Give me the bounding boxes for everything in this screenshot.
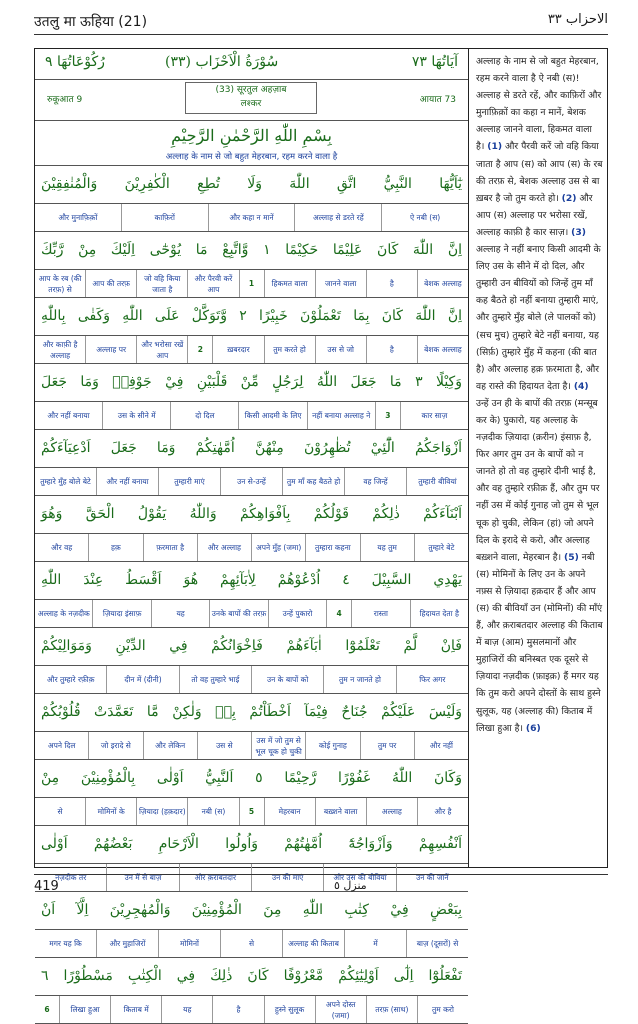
translation-sentence: अल्लाह ने नहीं बनाए किसी आदमी के लिए उस के सीने में दो दिल, और तुम्हारी उन बीवियों को जिन्हें तुम माँ कह बैठते हो नहीं बनाया तुम्हारी माएं, और तुम्हारे मुँह बोले (ले पालकों को) (सच मुच) तुम्हारे बेटे नहीं बनाया, यह (सिर्फ़) तुम्हारे मुँह में कहना (की बात है) और अल्लाह हक़ फ़रमाता है, और वह रास्ते की हिदायत देता है। <box>476 244 601 392</box>
gloss-cell: किसी आदमी के लिए <box>238 402 306 429</box>
gloss-cell: अपने दोस्त (जमा) <box>315 996 366 1023</box>
gloss-cell: उस में जो तुम से भूल चूक हो चुकी <box>251 732 305 759</box>
gloss-cell: तरफ़ (साथ) <box>366 996 417 1023</box>
bismillah: بِسْمِ اللّٰهِ الرَّحْمٰنِ الرَّحِيْمِ <box>171 126 332 145</box>
verse-number: (4) <box>573 380 589 392</box>
gloss-cell: लिखा हुआ <box>59 996 110 1023</box>
gloss-cell: ख़बरदार <box>212 336 263 363</box>
gloss-cell: तुम करते हो <box>264 336 315 363</box>
translation-sentence: अल्लाह के नाम से जो बहुत मेहरबान, रहम करने वाला है <box>476 56 599 85</box>
gloss-cell: 5 <box>239 798 264 825</box>
word-gloss-row <box>35 996 468 1024</box>
gloss-cell: अल्लाह के नज़दीक <box>37 609 90 618</box>
gloss-cell: 1 <box>239 270 264 297</box>
gloss-cell: ज़ियादा (हक़दार) <box>136 798 187 825</box>
gloss-cell: उन की माएं <box>251 864 323 891</box>
word-gloss-row <box>35 402 468 430</box>
gloss-cell: मोमिनों के <box>85 798 136 825</box>
verse-arabic-line: وَلَيْسَ عَلَيْكُمْ جُنَاحٌ فِيْمَآ اَخْطَاْتُمْ بِهٖ وَلٰكِنْ مَّا تَعَمَّدَتْ قُلُوْبُكُمْ <box>35 694 468 732</box>
verse-arabic-line: اَنْفُسِهِمْ وَاَزْوَاجُهٗٓ اُمَّهٰتُهُمْ وَاُولُوا الْاَرْحَامِ بَعْضُهُمْ اَوْلٰى <box>35 826 468 864</box>
gloss-cell: बेशक अल्लाह <box>417 336 468 363</box>
gloss-cell: और मुहाजिरों <box>96 930 158 957</box>
gloss-cell: 2 <box>187 336 212 363</box>
bismillah-translation: अल्लाह के नाम से जो बहुत मेहरबान, रहम करने वाला है <box>35 151 468 166</box>
verse-arabic-line: اِنَّ اللّٰهَ كَانَ بِمَا تَعْمَلُوْنَ خَبِيْرًا ٢ وَّتَوَكَّلْ عَلَى اللّٰهِ وَكَفٰى بِاللّٰهِ <box>35 298 468 336</box>
gloss-cell: और पैरवी करें आप <box>187 270 238 297</box>
gloss-cell: उस से जो <box>315 336 366 363</box>
word-gloss-row <box>35 600 468 628</box>
ayat-count: آيَاتُهَا ٧٣ <box>411 54 458 70</box>
juz-title-urdu: उतलु मा ऊहिया (21) <box>34 14 148 30</box>
gloss-cell: दीन में (दीनी) <box>106 666 178 693</box>
gloss-cell: में <box>344 930 406 957</box>
gloss-cell: और लेकिन <box>143 732 197 759</box>
translation-sentence: और पैरवी करें जो वहि किया जाता है आप (स) को आप (स) के रब की तरफ़ से, बेशक अल्लाह उस से बा ख़बर है जो तुम करते हो। <box>476 141 603 204</box>
verse-number: (6) <box>525 722 541 734</box>
gloss-cell: और तुम्हारे रफ़ीक़ <box>46 675 95 684</box>
gloss-cell: तुम्हारे मुँह बोले बेटे <box>40 477 91 486</box>
sura-name-arabic: (٣٣) سُوْرَةُ الْاَحْزَاب <box>165 54 279 70</box>
word-gloss-row <box>35 732 468 760</box>
gloss-cell: से <box>220 930 282 957</box>
sura-info-box <box>185 82 317 114</box>
verse-arabic-line: اَبْنَآءَكُمْ ذٰلِكُمْ قَوْلُكُمْ بِاَفْوَاهِكُمْ وَاللّٰهُ يَقُوْلُ الْحَقَّ وَهُوَ <box>35 496 468 534</box>
gloss-cell: फिर अगर <box>396 666 468 693</box>
gloss-cell: अपने मुँह (जमा) <box>251 534 305 561</box>
gloss-cell: और अल्लाह <box>197 534 251 561</box>
ayat-label: आयात 73 <box>419 95 456 105</box>
gloss-cell: है <box>212 996 263 1023</box>
verse-arabic-line: بِبَعْضٍ فِيْ كِتٰبِ اللّٰهِ مِنَ الْمُؤْمِنِيْنَ وَالْمُهٰجِرِيْنَ اِلَّآ اَنْ <box>35 892 468 930</box>
gloss-cell: 6 <box>44 1005 50 1014</box>
gloss-cell: आप के रब (की तरफ़) से <box>38 273 82 294</box>
verse-arabic-line: اِنَّ اللّٰهَ كَانَ عَلِيْمًا حَكِيْمًا ١ وَّاتَّبِعْ مَا يُوْحٰٓى اِلَيْكَ مِنْ رَّبِّكَ <box>35 232 468 270</box>
gloss-cell: से <box>57 807 63 816</box>
gloss-cell: है <box>366 336 417 363</box>
verse-arabic-line: وَكَانَ اللّٰهُ غَفُوْرًا رَّحِيْمًا ٥ اَلنَّبِيُّ اَوْلٰى بِالْمُؤْمِنِيْنَ مِنْ <box>35 760 468 798</box>
gloss-cell: तुम्हारा कहना <box>305 534 359 561</box>
gloss-cell: रास्ता <box>351 600 409 627</box>
gloss-cell: फ़रमाता है <box>143 534 197 561</box>
gloss-cell: मेहरबान <box>264 798 315 825</box>
gloss-cell: ऐ नबी (स) <box>381 204 468 231</box>
gloss-cell: उन के बापों को <box>251 666 323 693</box>
sura-name-hindi: (33) सूरतुल अहज़ाब <box>215 85 287 95</box>
verse-number: (3) <box>571 226 586 238</box>
gloss-cell: तुम न जानते हो <box>323 666 395 693</box>
verse-arabic-line: تَفْعَلُوْٓا اِلٰٓى اَوْلِيٰٓئِكُمْ مَّعْرُوْفًا كَانَ ذٰلِكَ فِي الْكِتٰبِ مَسْطُوْرًا ٦ <box>35 958 468 996</box>
verse-arabic-line: وَكِيْلًا ٣ مَا جَعَلَ اللّٰهُ لِرَجُلٍ مِّنْ قَلْبَيْنِ فِيْ جَوْفِهٖ وَمَا جَعَلَ <box>35 364 468 402</box>
gloss-cell: यह तुम <box>360 534 414 561</box>
verse-arabic-line: يٰٓاَيُّهَا النَّبِيُّ اتَّقِ اللّٰهَ وَلَا تُطِعِ الْكٰفِرِيْنَ وَالْمُنٰفِقِيْنَ <box>35 166 468 204</box>
gloss-cell: ज़ियादा इंसाफ़ <box>92 600 150 627</box>
word-gloss-row <box>35 534 468 562</box>
gloss-cell: किताब में <box>110 996 161 1023</box>
gloss-cell: नज़दीक तर <box>55 873 87 882</box>
gloss-cell: बख़्शने वाला <box>315 798 366 825</box>
gloss-cell: जानने वाला <box>315 270 366 297</box>
gloss-cell: उन्हें पुकारो <box>268 600 326 627</box>
gloss-cell: अल्लाह की किताब <box>282 930 344 957</box>
gloss-cell: हिकमत वाला <box>264 270 315 297</box>
gloss-cell: अपने दिल <box>47 741 76 750</box>
page-header <box>34 10 608 35</box>
word-gloss-row <box>35 336 468 364</box>
gloss-cell: 4 <box>326 600 351 627</box>
gloss-cell: कोई गुनाह <box>305 732 359 759</box>
gloss-cell: जो इरादे से <box>88 732 142 759</box>
gloss-cell: और नहीं बनाया <box>47 411 90 420</box>
page-footer <box>34 874 608 895</box>
gloss-cell: और भरोसा रखें आप <box>136 336 187 363</box>
word-gloss-row <box>35 270 468 298</box>
gloss-cell: उस के सीने में <box>102 402 170 429</box>
verse-list <box>35 166 468 1024</box>
gloss-cell: तुम पर <box>360 732 414 759</box>
verse-arabic-line: اَزْوَاجَكُمُ الّٰٓئِيْ تُظٰهِرُوْنَ مِنْهُنَّ اُمَّهٰتِكُمْ وَمَا جَعَلَ اَدْعِيَآءَكُمْ <box>35 430 468 468</box>
gloss-cell: मगर यह कि <box>49 939 82 948</box>
gloss-cell: हुस्ने सुलूक <box>264 996 315 1023</box>
gloss-cell: और काफ़ी है अल्लाह <box>42 339 78 360</box>
gloss-cell: और कहा न मानें <box>208 204 295 231</box>
gloss-cell: दो दिल <box>170 402 238 429</box>
verse-number: (1) <box>487 141 503 153</box>
word-gloss-row <box>35 468 468 496</box>
translation-sentence: और आप (स) अल्लाह पर भरोसा रखें, अल्लाह काफ़ी है कार साज़। <box>476 192 593 238</box>
gloss-cell: उन में से बाज़ <box>106 864 178 891</box>
gloss-cell: उन से-उन्हें <box>220 468 282 495</box>
gloss-cell: हक़ <box>88 534 142 561</box>
gloss-cell: है <box>366 270 417 297</box>
gloss-cell: बाज़ (दूसरों) से <box>406 930 468 957</box>
word-gloss-row <box>35 204 468 232</box>
gloss-cell: जो वहि किया जाता है <box>136 270 187 297</box>
gloss-cell: उस से <box>197 732 251 759</box>
word-gloss-row <box>35 930 468 958</box>
verse-arabic-line: يَهْدِي السَّبِيْلَ ٤ اُدْعُوْهُمْ لِاٰبَآئِهِمْ هُوَ اَقْسَطُ عِنْدَ اللّٰهِ <box>35 562 468 600</box>
gloss-cell: वह जिन्हें <box>344 468 406 495</box>
gloss-cell: नबी (स) <box>187 798 238 825</box>
ruku-count: رُكُوْعَاتُهَا ٩ <box>45 54 105 70</box>
gloss-cell: और उस की बीवियां <box>323 864 395 891</box>
sura-title-arabic: الاحزاب ٣٣ <box>547 12 608 27</box>
gloss-cell: अल्लाह <box>366 798 417 825</box>
gloss-cell: नहीं बनाया अल्लाह ने <box>307 402 375 429</box>
gloss-cell: और है <box>417 798 468 825</box>
sura-info <box>35 80 468 121</box>
gloss-cell: और नहीं बनाया <box>96 468 158 495</box>
gloss-cell: अल्लाह पर <box>85 336 136 363</box>
gloss-cell: यह <box>161 996 212 1023</box>
translation-column <box>471 49 607 867</box>
gloss-cell: बेशक अल्लाह <box>417 270 468 297</box>
gloss-cell: यह <box>151 600 209 627</box>
word-gloss-row <box>35 798 468 826</box>
gloss-cell: अल्लाह से डरते रहें <box>294 204 381 231</box>
gloss-cell: उनके बापों की तरफ़ <box>209 600 267 627</box>
sura-meaning: लश्कर <box>240 99 262 109</box>
ruku-label: रुकूआत 9 <box>47 95 83 105</box>
word-gloss-row <box>35 666 468 694</box>
translation-sentence: उन्हें उन ही के बापों की तरफ़ (मन्सूब कर के) पुकारो, यह अल्लाह के नज़दीक ज़ियादा (क़रीन) इंसाफ़ है, फिर अगर तुम उन के बापों को न जानते हो तो वह तुम्हारे दीनी भाई है, और वह तुम्हारे रफ़ीक़ हैं, और तुम पर नहीं उस में कोई गुनाह जो तुम से भूल चूक हो चुकी, लेकिन (हां) जो अपने दिल के इरादे से करो, और अल्लाह बख़्शने वाला, मेहरबान है। <box>476 397 600 563</box>
gloss-cell: हिदायत देता है <box>410 600 468 627</box>
translation-sentence: ऐ नबी (स)! अल्लाह से डरते रहें, और काफ़िरों और मुनाफ़िक़ों का कहा न मानें, बेशक अल्लाह जानने वाला, हिकमत वाला है। <box>476 73 602 153</box>
gloss-cell: तुम्हारी माएं <box>158 468 220 495</box>
gloss-cell: तो वह तुम्हारे भाई <box>179 666 251 693</box>
gloss-cell: तुम करो <box>417 996 468 1023</box>
gloss-cell: 3 <box>375 402 400 429</box>
gloss-cell: और वह <box>50 543 73 552</box>
gloss-cell: काफ़िरों <box>121 204 208 231</box>
gloss-cell: तुम माँ कह बैठते हो <box>282 468 344 495</box>
verse-number: (2) <box>561 192 577 204</box>
page-number: 419 <box>34 879 59 894</box>
gloss-cell: तुम्हारी बीवियां <box>406 468 468 495</box>
gloss-cell: और नहीं <box>414 732 468 759</box>
gloss-cell: और मुनाफ़िक़ों <box>58 213 98 222</box>
verse-arabic-line: فَاِنْ لَّمْ تَعْلَمُوْٓا اٰبَآءَهُمْ فَاِخْوَانُكُمْ فِي الدِّيْنِ وَمَوَالِيْكُمْ <box>35 628 468 666</box>
gloss-cell: आप की तरफ़ <box>85 270 136 297</box>
sura-band <box>35 49 468 80</box>
gloss-cell: मोमिनों <box>158 930 220 957</box>
manzil-label: منزل ٥ <box>334 879 367 892</box>
gloss-cell: उन की जानें <box>396 864 468 891</box>
gloss-cell: कार साज़ <box>400 402 468 429</box>
gloss-cell: और क़राबतदार <box>179 864 251 891</box>
gloss-cell: तुम्हारे बेटे <box>414 534 468 561</box>
translation-sentence: नबी (स) मोमिनों के लिए उन के अपने नफ़्स से ज़ियादा हक़दार हैं और आप (स) की बीवियाँ उन (मोमिनों) की माँएं हैं, और क़राबतदार अल्लाह की किताब में बाज़ (आम) मुसलमानों और मुहाजिरों की बनिस्बत एक दूसरे से ज़ियादा नज़दीक (फ़ाइक़) हैं मगर यह कि तुम करो अपने दोस्तों के साथ हुस्ने सुलूक, यह (अल्लाह की) किताब में लिखा हुआ है। <box>476 551 603 734</box>
verse-number: (5) <box>564 551 579 563</box>
